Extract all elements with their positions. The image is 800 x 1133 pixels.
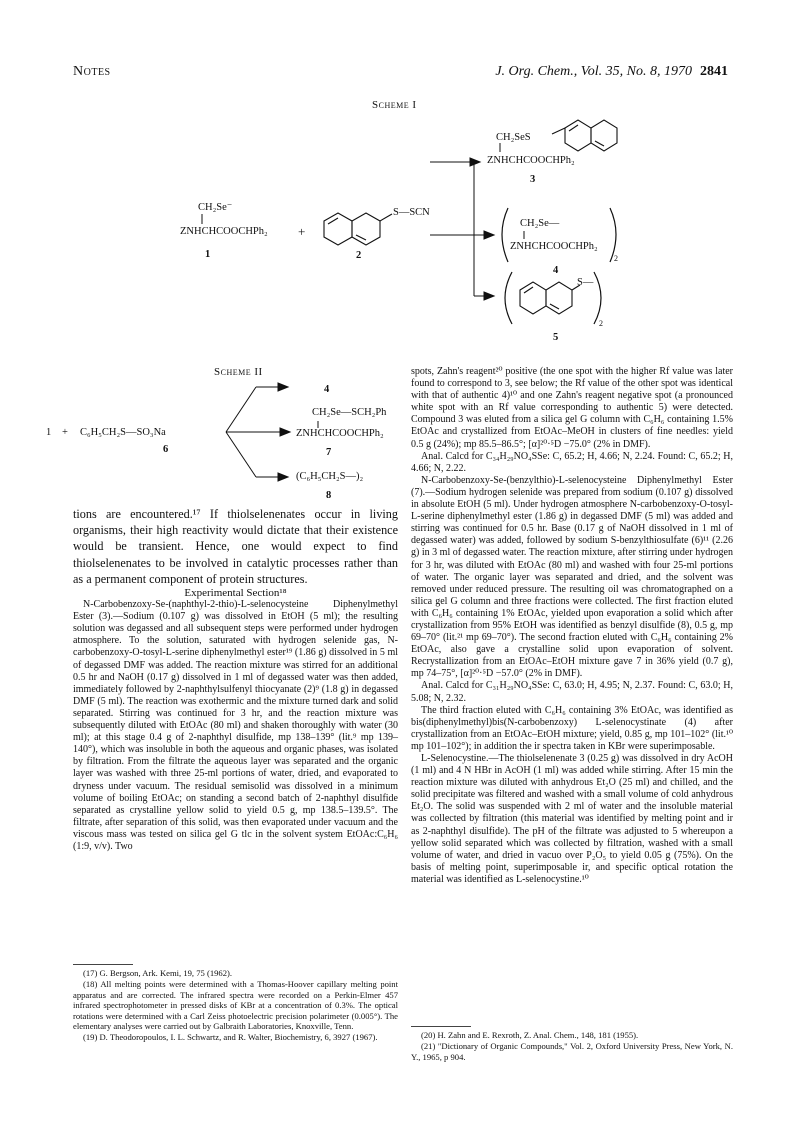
scheme-2-plus: + [62, 427, 68, 438]
naphthalene-product-3 [552, 120, 617, 151]
right-column [411, 366, 733, 886]
scheme-2-arrows [226, 383, 290, 481]
product-4-open-paren [502, 208, 508, 262]
plus-sign: + [298, 224, 306, 239]
product-4-number: 4 [553, 265, 559, 276]
running-header [495, 64, 728, 80]
page-number: 2841 [700, 64, 728, 79]
product-3-number: 3 [530, 174, 536, 185]
selenocystine-paragraph: L-Selenocystine.—The thiolselenenate 3 (0.25 g) was dissolved in dry AcOH (1 ml) and 4 N HBr in AcOH (1 ml) was added while stirring. After 15 min the reaction mixture was diluted with anhydrous Et₂O (25 ml) and chilled, and the solid precipitate was filtered and washed with a small volume of cold anhydrous Et₂O. The solid was suspended with 2 ml of water and the insoluble material was collected by filtration (this material was identified by melting point and ir as 2-naphthyl disulfide). The pH of the filtrate was adjusted to 5 whereupon a yellow solid separated which was collected by filtration, washed with a small volume of water, and dried in vacuo over P₂O₅ to yield 0.05 g (75%). On the basis of melting point, superimposable ir, and specific optical rotation the material was identified as L-selenocystine.¹⁰ [411, 753, 733, 885]
footnote-21: (21) "Dictionary of Organic Compounds," Vol. 2, Oxford University Press, New York, N. Y., 1965, p 904. [411, 1041, 733, 1062]
scheme-2-reactant-b: C₆H₅CH₂S—SO₃Na [80, 427, 166, 438]
reactant-2-number: 2 [356, 250, 362, 261]
footnotes-right [411, 1030, 733, 1063]
scheme-2-product-mid-line1: CH₂Se—SCH₂Ph [312, 407, 387, 418]
product-5-open-paren [505, 272, 512, 324]
product-3-line1: CH₂SeS [496, 132, 531, 143]
journal-citation: J. Org. Chem., Vol. 35, No. 8, 1970 [495, 64, 692, 79]
procedure-3-paragraph: N-Carbobenzoxy-Se-(naphthyl-2-thio)-L-selenocysteine Diphenylmethyl Ester (3).—Sodium (0.107 g) was dissolved in EtOH (5 ml); the resulting solution was degassed and all subsequent steps were performed under hydrogen atmosphere. To the solution, saturated with hydrogen selenide gas, N-carbobenzoxy-O-tosyl-L-serine diphenylmethyl ester¹⁹ (1.86 g) dissolved in 5 ml of degassed DMF was added. The reaction mixture was stirred for an additional 0.5 hr and NaOH (0.17 g) dissolved in 1 ml of degassed water was then added, immediately followed by 2-naphthylsulfenyl thiocyanate (2)⁹ (1.8 g) in degassed DMF (5 ml). The reaction was exothermic and the mixture turned dark and solid separated. Stirring was continued for 3 hr, and the reaction mixture was subsequently diluted with EtOAc (80 ml) and shaken thoroughly with water (30 ml); at this stage 0.4 g of 2-naphthyl disulfide, mp 138–139° (lit.⁹ mp 139–140°), which was insoluble in both the aqueous and organic phases, was isolated by filtration. From the filtrate the aqueous layer was separated and the organic layer was washed with three 25-ml portions of water, dried, and evaporated to dryness under vacuum. The residual semisolid was dissolved in a minimum volume of boiling EtOAc; on standing a second batch of 2-naphthyl disulfide separated as crystalline yellow solid to yield 0.5 g, mp 138.5–139.5°. The filtrate, after separation of this solid, was then evaporated under vacuum and the viscous mass was tested on silica gel G tlc in the solvent system EtOAc:C₆H₆ (1:9, v/v). Two [73, 599, 398, 852]
left-column [73, 506, 398, 853]
product-5-label: S— [577, 277, 594, 288]
scheme-1-title: Scheme I [372, 99, 417, 111]
product-5-number: 5 [553, 332, 559, 343]
footnote-rule-right [411, 1026, 471, 1027]
scheme-2-reactant-a: 1 [46, 427, 52, 438]
experimental-heading: Experimental Section¹⁸ [184, 587, 287, 600]
product-3-line2: ZNHCHCOOCHPh₂ [487, 155, 575, 166]
procedure-7-paragraph: N-Carbobenzoxy-Se-(benzylthio)-L-selenocysteine Diphenylmethyl Ester (7).—Sodium hydrogen selenide was prepared from sodium (0.107 g) dissolved in absolute EtOH (5 ml). Under hydrogen atmosphere N-carbobenzoxy-O-tosyl-L-serine diphenylmethyl ester (1.86 g) in degassed DMF (5 ml) was added and stirring was continued for 0.5 hr. Base (0.17 g of NaOH dissolved in 1 ml of degassed water) was added, followed by sodium S-benzylthiosulfate (6)¹¹ (2.26 g) in 3 ml of degassed water. The reaction mixture, after stirring under hydrogen for 3 hr, was diluted with EtOAc (80 ml) and washed with four 25-ml portions of water. The organic layer was separated and dried, and the solvent was removed under reduced pressure. The resulting oil was chromatographed on a silica gel G column and three fractions were collected. The first fraction eluted with C₆H₆ containing 1% EtOAc, yielded upon evaporation a solid which after crystallization from 95% EtOH was identified as benzyl disulfide (8), 0.5 g, mp 69–70° (lit.²¹ mp 69–70°). The second fraction eluted with C₆H₆ containing 2% EtOAc, also gave a crystalline solid upon evaporation of solvent. Recrystallization from an EtOAc–EtOH mixture gave 7 in 36% yield (0.7 g), mp 74–75°, [α]²⁰·⁵D −57.0° (2% in DMF). [411, 474, 733, 680]
naphthalene-product-5 [520, 282, 580, 314]
footnote-19: (19) D. Theodoropoulos, I. L. Schwartz, and R. Walter, Biochemistry, 6, 3927 (1967). [83, 1032, 378, 1043]
product-5-subscript: 2 [599, 319, 603, 328]
intro-paragraph: tions are encountered.¹⁷ If thiolselenenates occur in living organisms, their high reactivity would dictate that their existence would be transient. Hence, one would expect to find thiolselenenates to be involved in catalytic processes rather than as a permanent component of protein structures. [73, 507, 398, 586]
product-5-close-paren [594, 272, 601, 324]
spots-paragraph: spots, Zahn's reagent²⁰ positive (the one spot with the higher Rf value was later found to correspond to 3, see below; the Rf value of the other spot was identical with that of authentic 4)¹⁰ and one Zahn's reagent negative spot (a pronounced white spot with an Rf value corresponding to authentic 5) were detected. Compound 3 was eluted from a silica gel G column with C₆H₆ containing 1.5% EtOAc and crystallized from EtOAc–MeOH in clusters of fine needles: yield 0.5 g (24%); mp 85.5–86.5°; [α]²⁰·⁵D −75.0° (2% in DMF). [411, 366, 733, 450]
reactant-2-label: S—SCN [393, 207, 430, 218]
scheme-2-product-mid-line2: ZNHCHCOOCHPh₂ [296, 428, 384, 439]
scheme-2-product-top: 4 [324, 384, 330, 395]
analysis-7: Anal. Calcd for C₃₁H₂₉NO₄SSe: C, 63.0; H, 4.95; N, 2.37. Found: C, 63.0; H, 5.08; N, 2.32. [411, 680, 733, 704]
reactant-1-number: 1 [205, 249, 211, 260]
product-4-line1: CH₂Se— [520, 218, 560, 229]
scheme-2-product-bot-number: 8 [326, 490, 332, 501]
product-4-subscript: 2 [614, 254, 618, 263]
product-4-line2: ZNHCHCOOCHPh₂ [510, 241, 598, 252]
footnote-17: (17) G. Bergson, Ark. Kemi, 19, 75 (1962). [83, 968, 233, 978]
scheme-1-arrows [430, 158, 494, 300]
footnote-rule-left [73, 964, 133, 965]
footnote-18: (18) All melting points were determined with a Thomas-Hoover capillary melting point apparatus and are corrected. The infrared spectra were recorded on a Perkin-Elmer 457 infrared spectrophotometer in pressed disks of KBr at a concentration of 0.3%. The optical rotations were determined with a Carl Zeiss photoelectric precision polarimeter (0.005°). The elementary analyses were carried out by Galbraith Laboratories, Knoxville, Tenn. [73, 979, 398, 1032]
scheme-2-reactant-b-number: 6 [163, 444, 169, 455]
reactant-1-line2: ZNHCHCOOCHPh₂ [180, 226, 268, 237]
scheme-2-title: Scheme II [214, 366, 263, 378]
section-label: Notes [73, 64, 111, 79]
footnote-20: (20) H. Zahn and E. Rexroth, Z. Anal. Chem., 148, 181 (1955). [421, 1030, 639, 1040]
naphthalene-reactant-2 [324, 213, 392, 245]
footnotes-left [73, 968, 398, 1044]
reactant-1-line1: CH₂Se⁻ [198, 202, 233, 213]
scheme-2-product-mid-number: 7 [326, 447, 332, 458]
scheme-2-product-bot: (C₆H₅CH₂S—)₂ [296, 471, 364, 482]
analysis-3: Anal. Calcd for C₃₄H₂₉NO₄SSe: C, 65.2; H, 4.66; N, 2.24. Found: C, 65.2; H, 4.66; N, 2.22. [411, 450, 733, 474]
third-fraction-paragraph: The third fraction eluted with C₆H₆ containing 3% EtOAc, was identified as bis(diphenylmethyl)bis(N-carbobenzoxy) L-selenocystinate (4) after crystallization from an EtOAc–EtOH mixture; yield, 0.85 g, mp 101–102° (lit.¹⁰ mp 101–102°); in addition the ir spectra taken in KBr were superimposable. [411, 704, 733, 752]
